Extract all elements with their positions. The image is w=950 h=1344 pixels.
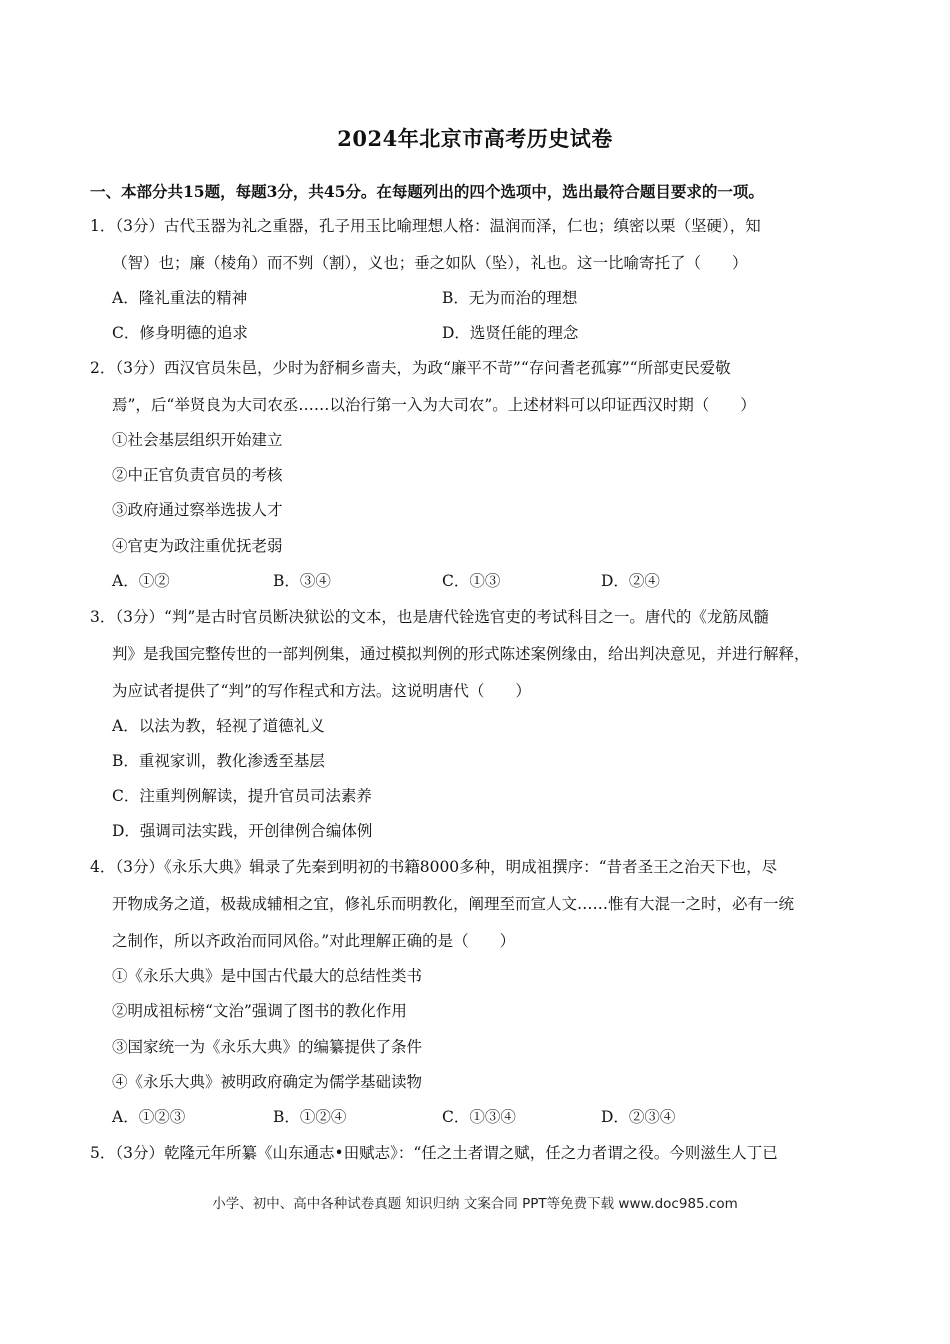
question-1-option-d: D．选贤任能的理念 (442, 324, 579, 342)
page-footer: 小学、初中、高中各种试卷真题 知识归纳 文案合同 PPT等免费下载 www.doc985.com (212, 1196, 738, 1212)
question-4-statement-2: ②明成祖标榜“文治”强调了图书的教化作用 (112, 1002, 407, 1020)
question-4-option-b: B．①②④ (273, 1108, 347, 1126)
question-2-option-d: D．②④ (601, 572, 660, 590)
question-5-line-1: 5．（3分）乾隆元年所纂《山东通志•田赋志》：“任之土者谓之赋，任之力者谓之役。今则滋生人丁已 (90, 1144, 778, 1162)
question-2-option-c: C．①③ (442, 572, 501, 590)
question-4-option-d: D．②③④ (601, 1108, 676, 1126)
question-2-statement-2: ②中正官负责官员的考核 (112, 466, 283, 484)
question-1-option-b: B．无为而治的理想 (442, 289, 578, 307)
question-3-option-c: C．注重判例解读，提升官员司法素养 (112, 787, 372, 805)
question-4-line-3: 之制作，所以齐政治而同风俗。”对此理解正确的是（ ） (112, 932, 516, 950)
question-4-line-2: 开物成务之道，极裁成辅相之宜，修礼乐而明教化，阐理至而宣人文……惟有大混一之时，必有一统 (112, 895, 795, 913)
question-4-statement-1: ①《永乐大典》是中国古代最大的总结性类书 (112, 967, 423, 985)
question-2-option-b: B．③④ (273, 572, 331, 590)
question-2-statement-4: ④官吏为政注重优抚老弱 (112, 537, 283, 555)
question-4-option-c: C．①③④ (442, 1108, 516, 1126)
question-2-statement-3: ③政府通过察举选拔人才 (112, 501, 283, 519)
question-3-option-b: B．重视家训，教化渗透至基层 (112, 752, 325, 770)
question-1-line-1: 1．（3分）古代玉器为礼之重器，孔子用玉比喻理想人格：温润而泽，仁也；缜密以栗（坚硬），知 (90, 217, 761, 235)
question-2-line-2: 焉”，后“举贤良为大司农丞……以治行第一入为大司农”。上述材料可以印证西汉时期（ ） (112, 396, 756, 414)
question-4-line-1: 4．（3分）《永乐大典》辑录了先秦到明初的书籍8000多种，明成祖撰序：“昔者圣王之治天下也，尽 (90, 858, 778, 876)
section-heading: 一、本部分共15题，每题3分，共45分。在每题列出的四个选项中，选出最符合题目要求的一项。 (90, 182, 764, 201)
question-3-line-1: 3．（3分）“判”是古时官员断决狱讼的文本，也是唐代铨选官吏的考试科目之一。唐代的《龙筋凤髓 (90, 608, 769, 626)
question-4-option-a: A．①②③ (112, 1108, 186, 1126)
question-1-option-c: C．修身明德的追求 (112, 324, 248, 342)
question-2-line-1: 2．（3分）西汉官员朱邑，少时为舒桐乡啬夫，为政“廉平不苛”“存问耆老孤寡”“所部吏民爱敬 (90, 359, 731, 377)
question-2-statement-1: ①社会基层组织开始建立 (112, 431, 283, 449)
question-1-line-2: （智）也；廉（棱角）而不刿（割），义也；垂之如队（坠），礼也。这一比喻寄托了（ ） (112, 254, 748, 272)
question-3-line-2: 判》是我国完整传世的一部判例集，通过模拟判例的形式陈述案例缘由，给出判决意见，并进行解释， (112, 645, 810, 663)
page-title: 2024年北京市高考历史试卷 (337, 126, 613, 151)
question-4-statement-3: ③国家统一为《永乐大典》的编纂提供了条件 (112, 1038, 423, 1056)
question-4-statement-4: ④《永乐大典》被明政府确定为儒学基础读物 (112, 1073, 423, 1091)
question-2-option-a: A．①② (112, 572, 170, 590)
question-3-option-a: A．以法为教，轻视了道德礼义 (112, 717, 325, 735)
question-3-option-d: D．强调司法实践，开创律例合编体例 (112, 822, 373, 840)
question-3-line-3: 为应试者提供了“判”的写作程式和方法。这说明唐代（ ） (112, 682, 531, 700)
question-1-option-a: A．隆礼重法的精神 (112, 289, 248, 307)
